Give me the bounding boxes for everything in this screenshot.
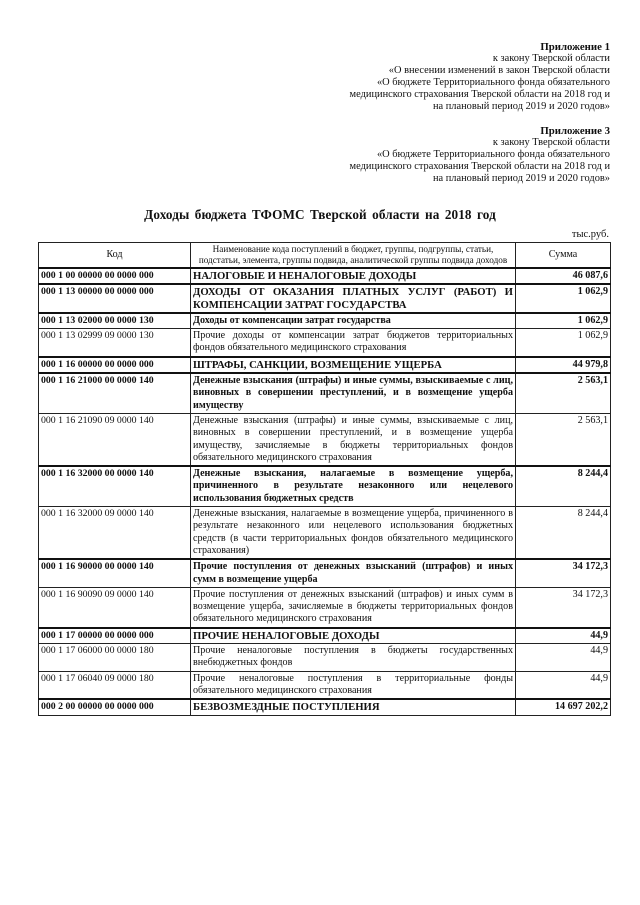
row-sum: 1 062,9	[516, 329, 611, 357]
row-name: Доходы от компенсации затрат государства	[191, 313, 516, 329]
appendix-1-title: Приложение 1	[540, 41, 610, 53]
table-row	[39, 559, 611, 587]
row-code: 000 1 16 21000 00 0000 140	[39, 373, 191, 413]
row-code: 000 1 17 06040 09 0000 180	[39, 671, 191, 699]
appendix-3-header	[350, 125, 610, 185]
table-row	[39, 699, 611, 715]
appendix-3-line: «О бюджете Территориального фонда обязательного	[376, 149, 610, 160]
table-row	[39, 329, 611, 357]
row-code: 000 1 17 06000 00 0000 180	[39, 644, 191, 672]
row-code: 000 1 13 00000 00 0000 000	[39, 284, 191, 313]
header-code: Код	[39, 243, 191, 269]
appendix-1-line: «О внесении изменений в закон Тверской области	[388, 65, 610, 76]
row-name: Денежные взыскания (штрафы) и иные суммы, взыскиваемые с лиц, виновных в совершении преступлений, и в возмещение ущерба имуществу	[191, 373, 516, 413]
appendix-3-line: к закону Тверской области	[492, 137, 610, 148]
row-sum: 44,9	[516, 671, 611, 699]
row-name: Денежные взыскания (штрафы) и иные суммы, взыскиваемые с лиц, виновных в совершении преступлений, и в возмещение ущерба имуществу, зачисляемые в бюджеты территориальных фондов обязательного медицинского страхования	[191, 413, 516, 466]
table-row	[39, 507, 611, 560]
row-code: 000 1 00 00000 00 0000 000	[39, 268, 191, 284]
row-sum: 44,9	[516, 644, 611, 672]
row-name: ПРОЧИЕ НЕНАЛОГОВЫЕ ДОХОДЫ	[191, 628, 516, 644]
appendix-1-line: медицинского страхования Тверской области на 2018 год и	[349, 89, 610, 100]
row-code: 000 1 13 02999 09 0000 130	[39, 329, 191, 357]
table-body	[39, 268, 611, 715]
table-row	[39, 373, 611, 413]
table-row	[39, 357, 611, 373]
row-name: Денежные взыскания, налагаемые в возмещение ущерба, причиненного в результате незаконного или нецелевого использования бюджетных средств	[191, 466, 516, 506]
row-name: БЕЗВОЗМЕЗДНЫЕ ПОСТУПЛЕНИЯ	[191, 699, 516, 715]
row-code: 000 2 00 00000 00 0000 000	[39, 699, 191, 715]
table-row	[39, 313, 611, 329]
table-row	[39, 413, 611, 466]
row-name: НАЛОГОВЫЕ И НЕНАЛОГОВЫЕ ДОХОДЫ	[191, 268, 516, 284]
row-code: 000 1 16 90000 00 0000 140	[39, 559, 191, 587]
table-row	[39, 587, 611, 627]
row-sum: 2 563,1	[516, 413, 611, 466]
table-header-row	[39, 243, 611, 269]
appendix-1-line: «О бюджете Территориального фонда обязательного	[376, 77, 610, 88]
row-sum: 46 087,6	[516, 268, 611, 284]
table-row	[39, 671, 611, 699]
table-row	[39, 644, 611, 672]
row-name: Прочие неналоговые поступления в территориальные фонды обязательного медицинского страхования	[191, 671, 516, 699]
table-row	[39, 628, 611, 644]
row-name: Прочие поступления от денежных взысканий (штрафов) и иных сумм в возмещение ущерба, зачисляемые в бюджеты территориальных фондов обязательного медицинского страхования	[191, 587, 516, 627]
appendix-1-header	[350, 41, 610, 113]
table-row	[39, 284, 611, 313]
row-name: ДОХОДЫ ОТ ОКАЗАНИЯ ПЛАТНЫХ УСЛУГ (РАБОТ) И КОМПЕНСАЦИИ ЗАТРАТ ГОСУДАРСТВА	[191, 284, 516, 313]
row-name: Денежные взыскания, налагаемые в возмещение ущерба, причиненного в результате незаконного или нецелевого использования бюджетных средств (в части территориальных фондов обязательного медицинского страхования)	[191, 507, 516, 560]
row-sum: 2 563,1	[516, 373, 611, 413]
row-sum: 44,9	[516, 628, 611, 644]
row-code: 000 1 16 32000 00 0000 140	[39, 466, 191, 506]
row-sum: 1 062,9	[516, 313, 611, 329]
document-title: Доходы бюджета ТФОМС Тверской области на 2018 год	[144, 207, 496, 222]
row-sum: 14 697 202,2	[516, 699, 611, 715]
row-sum: 34 172,3	[516, 587, 611, 627]
row-code: 000 1 17 00000 00 0000 000	[39, 628, 191, 644]
row-name: Прочие неналоговые поступления в бюджеты государственных внебюджетных фондов	[191, 644, 516, 672]
row-code: 000 1 16 21090 09 0000 140	[39, 413, 191, 466]
appendix-1-line: на плановый период 2019 и 2020 годов»	[432, 101, 610, 112]
appendix-3-title: Приложение 3	[540, 125, 610, 137]
row-sum: 8 244,4	[516, 507, 611, 560]
row-name: Прочие доходы от компенсации затрат бюджетов территориальных фондов обязательного медицинского страхования	[191, 329, 516, 357]
row-sum: 8 244,4	[516, 466, 611, 506]
row-sum: 44 979,8	[516, 357, 611, 373]
row-code: 000 1 16 90090 09 0000 140	[39, 587, 191, 627]
header-sum: Сумма	[516, 243, 611, 269]
row-code: 000 1 13 02000 00 0000 130	[39, 313, 191, 329]
row-sum: 1 062,9	[516, 284, 611, 313]
row-sum: 34 172,3	[516, 559, 611, 587]
table-row	[39, 466, 611, 506]
row-code: 000 1 16 32000 09 0000 140	[39, 507, 191, 560]
header-name: Наименование кода поступлений в бюджет, группы, подгруппы, статьи, подстатьи, элемента, группы подвида, аналитической группы подвида доходов	[191, 243, 516, 269]
appendix-3-line: на плановый период 2019 и 2020 годов»	[432, 173, 610, 184]
table-row	[39, 268, 611, 284]
appendix-1-line: к закону Тверской области	[492, 53, 610, 64]
appendix-3-line: медицинского страхования Тверской области на 2018 год и	[349, 161, 610, 172]
row-name: ШТРАФЫ, САНКЦИИ, ВОЗМЕЩЕНИЕ УЩЕРБА	[191, 357, 516, 373]
revenue-table	[38, 242, 611, 716]
currency-unit: тыс.руб.	[571, 229, 609, 240]
row-name: Прочие поступления от денежных взысканий (штрафов) и иных сумм в возмещение ущерба	[191, 559, 516, 587]
row-code: 000 1 16 00000 00 0000 000	[39, 357, 191, 373]
